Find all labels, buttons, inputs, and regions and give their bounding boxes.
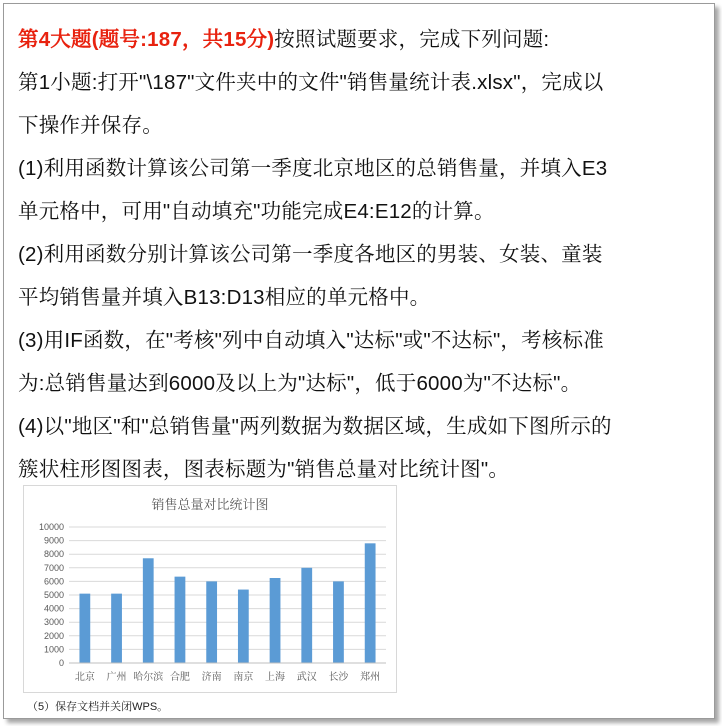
text-line: 为:总销售量达到6000及以上为"达标"，低于6000为"不达标"。 xyxy=(18,372,582,395)
bar xyxy=(175,577,186,663)
question-instruction: 按照试题要求，完成下列问题: xyxy=(274,28,550,51)
bar xyxy=(365,543,376,663)
footer-step: （5）保存文档并关闭WPS。 xyxy=(27,701,169,713)
y-tick-label: 2000 xyxy=(43,630,64,641)
question-card xyxy=(3,3,715,719)
x-tick-label: 郑州 xyxy=(360,672,381,683)
y-tick-label: 6000 xyxy=(43,576,64,587)
y-tick-label: 8000 xyxy=(43,549,64,560)
bar xyxy=(333,581,344,663)
bar xyxy=(206,581,217,663)
x-tick-label: 北京 xyxy=(74,672,95,683)
text-line: (3)用IF函数，在"考核"列中自动填入"达标"或"不达标"，考核标准 xyxy=(18,329,604,352)
bar-chart xyxy=(23,485,397,693)
x-tick-label: 南京 xyxy=(233,672,254,683)
question-text xyxy=(18,18,708,491)
text-line: (4)以"地区"和"总销售量"两列数据为数据区域，生成如下图所示的 xyxy=(18,415,612,438)
bar xyxy=(270,578,281,663)
y-tick-label: 10000 xyxy=(38,522,64,532)
text-line: 平均销售量并填入B13:D13相应的单元格中。 xyxy=(18,286,431,309)
y-tick-label: 9000 xyxy=(43,535,64,546)
text-line: 单元格中，可用"自动填充"功能完成E4:E12的计算。 xyxy=(18,200,495,223)
bar xyxy=(79,594,90,663)
y-tick-label: 1000 xyxy=(43,644,64,655)
y-tick-label: 3000 xyxy=(43,617,64,628)
bar xyxy=(238,590,249,663)
y-tick-label: 5000 xyxy=(43,590,64,600)
x-tick-label: 上海 xyxy=(265,672,286,683)
x-tick-label: 哈尔滨 xyxy=(133,672,164,683)
text-line: 第1小题:打开"\187"文件夹中的文件"销售量统计表.xlsx"，完成以 xyxy=(18,71,604,94)
text-line: 下操作并保存。 xyxy=(18,114,163,137)
y-tick-label: 7000 xyxy=(43,562,64,573)
x-tick-label: 济南 xyxy=(201,672,222,683)
x-tick-label: 武汉 xyxy=(296,672,317,683)
x-tick-label: 合肥 xyxy=(169,672,190,683)
text-line: (2)利用函数分别计算该公司第一季度各地区的男装、女装、童装 xyxy=(18,243,603,266)
bar xyxy=(143,558,154,663)
chart-plot xyxy=(24,486,396,692)
x-tick-label: 广州 xyxy=(106,672,127,683)
chart-title: 销售总量对比统计图 xyxy=(151,497,269,512)
x-tick-label: 长沙 xyxy=(328,672,349,683)
bar xyxy=(301,568,312,663)
question-number: 第4大题(题号:187，共15分) xyxy=(18,28,275,51)
question-header-line xyxy=(18,18,708,61)
text-line: 簇状柱形图图表，图表标题为"销售总量对比统计图"。 xyxy=(18,458,510,481)
text-line: (1)利用函数计算该公司第一季度北京地区的总销售量，并填入E3 xyxy=(18,157,608,180)
bar xyxy=(111,594,122,663)
y-tick-label: 4000 xyxy=(43,603,64,614)
y-tick-label: 0 xyxy=(58,658,64,668)
